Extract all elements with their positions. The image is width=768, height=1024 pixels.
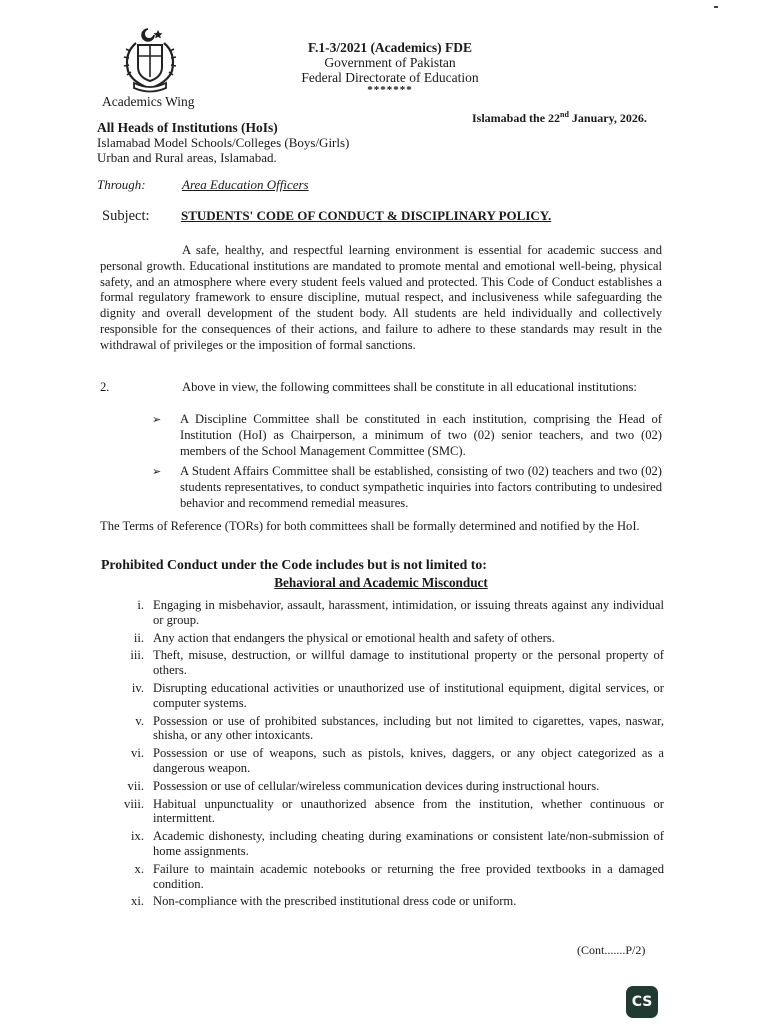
bullet-text: A Student Affairs Committee shall be established, consisting of two (02) teachers and two (02) students representatives, to conduct sympathetic inquiries into factors contributing to undesired behavior and recommend remedial measures. (180, 464, 662, 510)
directorate-line: Federal Directorate of Education (301, 70, 479, 85)
addressee-block (97, 120, 349, 165)
paragraph-2-text: Above in view, the following committees shall be constitute in all educational institutions: (182, 380, 637, 394)
prohibited-heading: Prohibited Conduct under the Code includes but is not limited to: (101, 557, 487, 572)
item-text: Non-compliance with the prescribed institutional dress code or uniform. (153, 894, 517, 909)
item-number: i. (137, 598, 144, 612)
academics-wing-label: Academics Wing (102, 94, 195, 109)
date-line (472, 110, 647, 126)
continuation-note: (Cont.......P/2) (577, 943, 646, 957)
state-emblem-icon (118, 25, 182, 93)
item-number: v. (135, 713, 144, 728)
item-number: ii. (133, 630, 144, 645)
item-text: Theft, misuse, destruction, or willful damage to institutional property or the personal property of others. (153, 648, 664, 678)
list-item (104, 631, 664, 646)
section-title: Behavioral and Academic Misconduct (274, 575, 488, 590)
corner-mark (714, 6, 718, 8)
item-number: viii. (124, 796, 144, 811)
letter-header (250, 40, 530, 96)
subject-line (102, 208, 551, 225)
misconduct-list (104, 598, 664, 912)
file-number: F.1-3/2021 (Academics) FDE (307, 40, 473, 55)
list-item (152, 464, 662, 511)
arrow-bullet-icon: ➢ (152, 413, 162, 426)
arrow-bullet-icon: ➢ (152, 465, 162, 479)
subject-label: Subject: (102, 208, 150, 224)
through-value: Area Education Officers (182, 177, 309, 192)
item-number: xi. (131, 894, 144, 909)
list-item (104, 598, 664, 628)
item-text: Possession or use of weapons, such as pistols, knives, daggers, or any object categorized as a dangerous weapon. (153, 746, 664, 775)
list-item (104, 746, 664, 776)
paragraph-1: A safe, healthy, and respectful learning environment is essential for academic success and personal growth. Educational institutions are mandated to promote mental and emotional well-being, physical safety, and an atmosphere where every student feels valued and protected. This Code of Conduct establishes a formal regulatory framework to ensure discipline, mutual respect, and inclusiveness while safeguarding the dignity and overall development of the student body. All students are held individually and collectively responsible for the consequences of their actions, and failure to adhere to these standards may result in the withdrawal of privileges or the imposition of formal sanctions. (100, 243, 662, 352)
list-item (104, 797, 664, 827)
item-number: x. (134, 861, 144, 876)
item-text: Academic dishonesty, including cheating during examinations or consistent late/non-submission of home assignments. (153, 829, 664, 858)
list-item (104, 829, 664, 859)
list-item (104, 894, 664, 909)
list-item (104, 648, 664, 678)
subject-value: STUDENTS' CODE OF CONDUCT & DISCIPLINARY POLICY. (181, 208, 552, 223)
addressee-line-2: Islamabad Model Schools/Colleges (Boys/Girls) (97, 135, 350, 150)
government-line: Government of Pakistan (324, 55, 456, 70)
item-text: Habitual unpunctuality or unauthorized absence from the institution, whether continuous or intermittent. (153, 796, 664, 826)
paragraph-2-number: 2. (100, 380, 110, 394)
date-rest: January, 2026. (568, 111, 647, 125)
item-number: vii. (127, 778, 144, 793)
list-item (104, 862, 664, 892)
header-stars: ******* (367, 84, 413, 96)
tor-paragraph: The Terms of Reference (TORs) for both committees shall be formally determined and notified by the HoI. (100, 519, 640, 533)
list-item (152, 412, 662, 459)
through-label: Through: (97, 177, 146, 192)
date-prefix: Islamabad the 22 (472, 111, 561, 125)
list-item (104, 681, 664, 711)
item-number: iv. (131, 680, 144, 695)
addressee-to: All Heads of Institutions (HoIs) (97, 120, 278, 135)
item-text: Failure to maintain academic notebooks or returning the free provided textbooks in a damaged condition. (153, 861, 664, 891)
item-text: Possession or use of cellular/wireless communication devices during instructional hours. (153, 778, 600, 793)
addressee-line-3: Urban and Rural areas, Islamabad. (97, 150, 277, 165)
item-number: ix. (131, 829, 144, 844)
list-item (104, 779, 664, 794)
list-item (104, 714, 664, 744)
date-ordinal: nd (560, 110, 569, 119)
camscanner-logo-icon: CS (626, 986, 658, 1018)
committee-list (152, 412, 662, 517)
paragraph-2 (100, 380, 662, 396)
item-text: Disrupting educational activities or unauthorized use of institutional equipment, digital services, or computer systems. (153, 680, 664, 710)
item-number: vi. (131, 746, 144, 761)
item-text: Any action that endangers the physical or emotional health and safety of others. (153, 630, 555, 645)
item-text: Engaging in misbehavior, assault, harassment, intimidation, or issuing threats against any individual or group. (153, 598, 664, 627)
item-text: Possession or use of prohibited substances, including but not limited to cigarettes, vapes, naswar, shisha, or any other intoxicants. (153, 713, 664, 743)
bullet-text: A Discipline Committee shall be constituted in each institution, comprising the Head of Institution (HoI) as Chairperson, a minimum of two (02) senior teachers, and two (02) members of the School Management Committee (SMC). (180, 412, 662, 458)
through-line (97, 177, 309, 193)
item-number: iii. (130, 648, 144, 663)
